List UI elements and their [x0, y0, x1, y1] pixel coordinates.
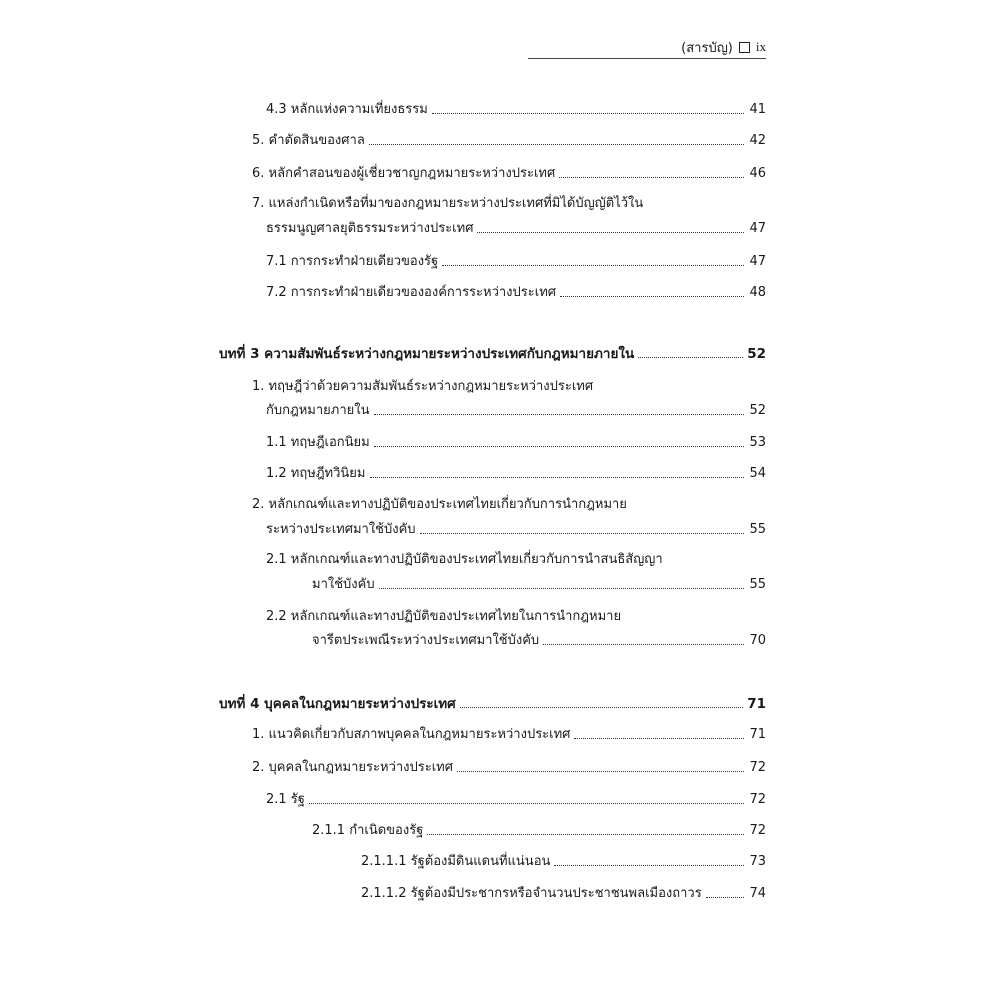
toc-entry-text: 2.1 รัฐ	[266, 792, 305, 807]
toc-entry-first-line: 2.2 หลักเกณฑ์และทางปฏิบัติของประเทศไทยในการนำกฎหมาย	[266, 609, 622, 624]
toc-entry-first-line: 1. ทฤษฎีว่าด้วยความสัมพันธ์ระหว่างกฎหมายระหว่างประเทศ	[252, 379, 594, 394]
toc-page-number: 48	[749, 285, 766, 300]
dot-leader	[574, 738, 744, 739]
toc-page-number: 71	[747, 696, 766, 712]
toc-entry	[252, 760, 766, 776]
toc-page-number: 74	[749, 886, 766, 901]
toc-entry-text: 6. หลักคำสอนของผู้เชี่ยวชาญกฎหมายระหว่างประเทศ	[252, 166, 556, 181]
toc-entry-text: 2. บุคคลในกฎหมายระหว่างประเทศ	[252, 760, 453, 775]
toc-entry-text: กับกฎหมายภายใน	[266, 403, 370, 418]
toc-entry-text: 2.1.1 กำเนิดของรัฐ	[312, 823, 424, 838]
dot-leader	[309, 803, 744, 804]
toc-entry	[266, 792, 766, 808]
toc-page-number: 55	[749, 522, 766, 537]
toc-page-number: 53	[749, 435, 766, 450]
toc-entry-text: ระหว่างประเทศมาใช้บังคับ	[266, 522, 416, 537]
toc-entry-first-line: 2.1 หลักเกณฑ์และทางปฏิบัติของประเทศไทยเกี่ยวกับการนำสนธิสัญญา	[266, 552, 663, 567]
toc-page-number: 55	[749, 577, 766, 592]
dot-leader	[706, 897, 744, 898]
toc-page-number: 72	[749, 823, 766, 838]
toc-entry-first-line: 7. แหล่งกำเนิดหรือที่มาของกฎหมายระหว่างประเทศที่มิได้บัญญัติไว้ใน	[252, 196, 644, 211]
toc-chapter-title: บทที่ 3 ความสัมพันธ์ระหว่างกฎหมายระหว่างประเทศกับกฎหมายภายใน	[219, 346, 635, 362]
running-header	[528, 36, 766, 59]
toc-page-number: 72	[749, 760, 766, 775]
toc-entry	[266, 102, 766, 118]
toc-page-number: 52	[747, 346, 766, 362]
toc-entry-text: ธรรมนูญศาลยุติธรรมระหว่างประเทศ	[266, 221, 474, 236]
dot-leader	[374, 414, 745, 415]
toc-entry	[266, 435, 766, 451]
toc-entry	[252, 727, 766, 743]
dot-leader	[638, 357, 743, 358]
dot-leader	[477, 232, 744, 233]
toc-page-number: 46	[749, 166, 766, 181]
toc-page-number: 42	[749, 133, 766, 148]
toc-entry-text: 2.1.1.2 รัฐต้องมีประชากรหรือจำนวนประชาชนพลเมืองถาวร	[361, 886, 702, 901]
toc-entry-text: 7.2 การกระทำฝ่ายเดียวขององค์การระหว่างประเทศ	[266, 285, 557, 300]
toc-page-number: 71	[749, 727, 766, 742]
toc-entry	[266, 522, 766, 538]
toc-entry	[266, 466, 766, 482]
dot-leader	[369, 144, 744, 145]
header-title: (สารบัญ)	[681, 40, 733, 56]
toc-entry	[312, 823, 766, 839]
dot-leader	[559, 177, 744, 178]
toc-entry	[312, 633, 766, 649]
toc-page-number: 54	[749, 466, 766, 481]
dot-leader	[560, 296, 744, 297]
toc-entry	[266, 403, 766, 419]
toc-entry-text: 2.1.1.1 รัฐต้องมีดินแดนที่แน่นอน	[361, 854, 551, 869]
toc-page-number: 73	[749, 854, 766, 869]
toc-page-number: 70	[749, 633, 766, 648]
dot-leader	[374, 446, 744, 447]
toc-chapter-entry	[219, 696, 766, 712]
toc-entry	[361, 886, 766, 902]
dot-leader	[427, 834, 744, 835]
dot-leader	[554, 865, 744, 866]
toc-entry	[252, 166, 766, 182]
toc-entry-text: จารีตประเพณีระหว่างประเทศมาใช้บังคับ	[312, 633, 540, 648]
toc-entry-text: 5. คำตัดสินของศาล	[252, 133, 365, 148]
toc-entry	[266, 285, 766, 301]
toc-entry	[312, 577, 766, 593]
toc-page-number: 72	[749, 792, 766, 807]
toc-entry-first-line: 2. หลักเกณฑ์และทางปฏิบัติของประเทศไทยเกี่ยวกับการนำกฎหมาย	[252, 497, 627, 512]
toc-entry	[266, 221, 766, 237]
toc-entry-text: 1. แนวคิดเกี่ยวกับสภาพบุคคลในกฎหมายระหว่างประเทศ	[252, 727, 571, 742]
dot-leader	[370, 477, 745, 478]
dot-leader	[457, 771, 744, 772]
page-number: ix	[755, 39, 766, 54]
dot-leader	[460, 707, 743, 708]
dot-leader	[420, 533, 744, 534]
dot-leader	[432, 113, 744, 114]
dot-leader	[543, 644, 744, 645]
toc-page-number: 47	[749, 254, 766, 269]
toc-entry-text: 7.1 การกระทำฝ่ายเดียวของรัฐ	[266, 254, 439, 269]
toc-entry	[252, 133, 766, 149]
toc-entry-text: 4.3 หลักแห่งความเที่ยงธรรม	[266, 102, 428, 117]
toc-page-number: 41	[749, 102, 766, 117]
dot-leader	[379, 588, 744, 589]
toc-page-number: 52	[749, 403, 766, 418]
dot-leader	[442, 265, 744, 266]
toc-entry-text: มาใช้บังคับ	[312, 577, 375, 592]
toc-entry-text: 1.1 ทฤษฎีเอกนิยม	[266, 435, 370, 450]
checkbox-square-icon	[739, 42, 750, 53]
toc-entry	[361, 854, 766, 870]
toc-entry-text: 1.2 ทฤษฎีทวินิยม	[266, 466, 366, 481]
toc-chapter-entry	[219, 346, 766, 362]
toc-page-number: 47	[749, 221, 766, 236]
toc-entry	[266, 254, 766, 270]
toc-chapter-title: บทที่ 4 บุคคลในกฎหมายระหว่างประเทศ	[219, 696, 456, 712]
